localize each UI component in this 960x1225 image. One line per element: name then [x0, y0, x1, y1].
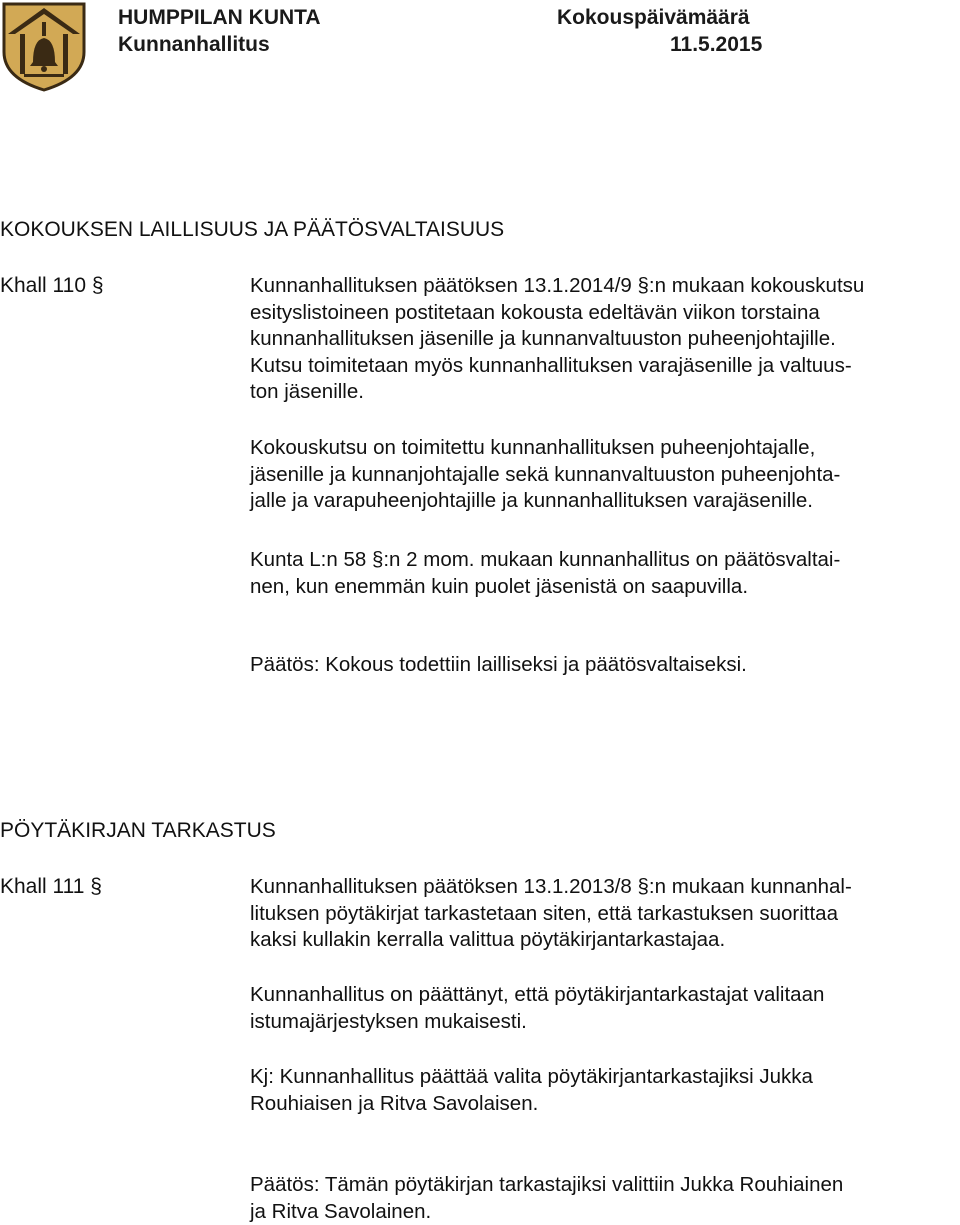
text-line: kunnanhallituksen jäsenille ja kunnanvaltuuston puheenjohtajille. [250, 327, 836, 351]
text-line: lituksen pöytäkirjat tarkastetaan siten, että tarkastuksen suorittaa [250, 901, 838, 925]
governing-body: Kunnanhallitus [118, 33, 270, 56]
paragraph [250, 273, 955, 406]
meeting-date-label: Kokouspäivämäärä [557, 6, 750, 29]
text-line: ja Ritva Savolainen. [250, 1199, 432, 1223]
text-line: esityslistoineen postitetaan kokousta edeltävän viikon torstaina [250, 300, 820, 324]
text-line: Rouhiaisen ja Ritva Savolaisen. [250, 1091, 539, 1115]
paragraph [250, 982, 955, 1035]
item-number: Khall 110 § [0, 274, 104, 297]
text-line: Kj: Kunnanhallitus päättää valita pöytäkirjantarkastajiksi Jukka [250, 1065, 813, 1088]
paragraph [250, 1064, 955, 1117]
text-line: Kunta L:n 58 §:n 2 mom. mukaan kunnanhallitus on päätösvaltai- [250, 548, 841, 571]
paragraph [250, 874, 955, 954]
text-line: nen, kun enemmän kuin puolet jäsenistä on saapuvilla. [250, 574, 749, 598]
organization-name: HUMPPILAN KUNTA [118, 6, 321, 29]
section-title: PÖYTÄKIRJAN TARKASTUS [0, 819, 276, 842]
text-line: Kutsu toimitetaan myös kunnanhallituksen varajäsenille ja valtuus- [250, 353, 852, 377]
text-line: Päätös: Kokous todettiin lailliseksi ja päätösvaltaiseksi. [250, 653, 747, 676]
text-line: istumajärjestyksen mukaisesti. [250, 1009, 527, 1033]
text-line: Kokouskutsu on toimitettu kunnanhallituksen puheenjohtajalle, [250, 436, 816, 459]
decision-paragraph [250, 652, 955, 679]
text-line: Kunnanhallituksen päätöksen 13.1.2013/8 §:n mukaan kunnanhal- [250, 875, 852, 898]
text-line: jäsenille ja kunnanjohtajalle sekä kunnanvaltuuston puheenjohta- [250, 462, 841, 486]
item-number: Khall 111 § [0, 875, 102, 898]
paragraph [250, 435, 955, 515]
text-line: Kunnanhallitus on päättänyt, että pöytäkirjantarkastajat valitaan [250, 983, 825, 1006]
decision-paragraph [250, 1172, 955, 1225]
text-line: jalle ja varapuheenjohtajille ja kunnanhallituksen varajäsenille. [250, 489, 813, 513]
coat-of-arms-icon [0, 0, 88, 92]
text-line: ton jäsenille. [250, 380, 364, 404]
section-title: KOKOUKSEN LAILLISUUS JA PÄÄTÖSVALTAISUUS [0, 218, 505, 241]
meeting-date: 11.5.2015 [670, 33, 763, 56]
text-line: kaksi kullakin kerralla valittua pöytäkirjantarkastajaa. [250, 928, 726, 952]
text-line: Kunnanhallituksen päätöksen 13.1.2014/9 §:n mukaan kokouskutsu [250, 274, 865, 297]
text-line: Päätös: Tämän pöytäkirjan tarkastajiksi valittiin Jukka Rouhiainen [250, 1173, 844, 1196]
paragraph [250, 547, 955, 600]
